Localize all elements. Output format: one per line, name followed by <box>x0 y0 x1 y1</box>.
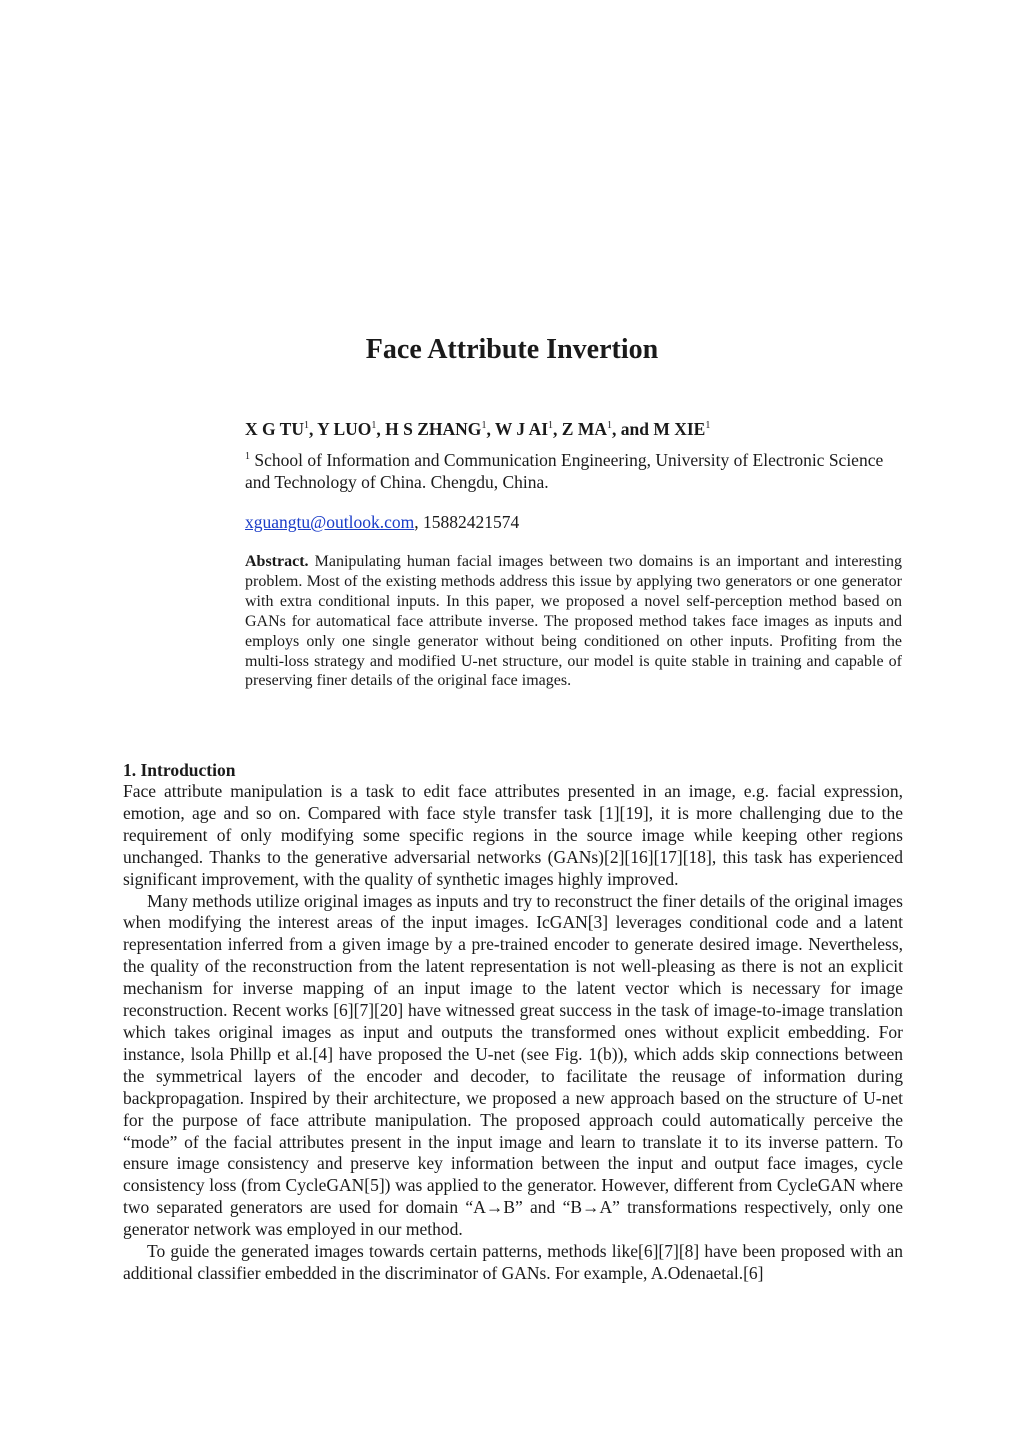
paper-title: Face Attribute Invertion <box>365 334 659 365</box>
author-name: M XIE <box>653 419 706 439</box>
author-list <box>245 414 905 441</box>
author-separator: , <box>376 419 386 439</box>
affiliation-mark: 1 <box>371 420 377 431</box>
author-name: H S ZHANG <box>385 419 482 439</box>
section-heading-introduction: 1. Introduction <box>123 760 236 780</box>
abstract <box>245 552 902 691</box>
author-name: W J AI <box>494 419 549 439</box>
author-name: Y LUO <box>317 419 372 439</box>
abstract-label: Abstract. <box>245 553 309 570</box>
contact-info: xguangtu@outlook.com, 15882421574 <box>245 512 520 532</box>
affiliation-mark: 1 <box>245 451 250 462</box>
abstract-text: Manipulating human facial images between two domains is an important and interesting problem. Most of the existing methods address this issue by applying two generators or one generator with extra conditional inputs. In this paper, we proposed a novel self-perception method based on GANs for automatical face attribute inverse. The proposed method takes face images as inputs and employs only one single generator without being conditioned on other inputs. Profiting from the multi-loss strategy and modified U-net structure, our model is quite stable in training and capable of preserving finer details of the original face images. <box>245 553 903 690</box>
affiliation <box>245 446 905 493</box>
body-paragraph: Many methods utilize original images as inputs and try to reconstruct the finer details of the original images when modifying the interest areas of the input images. IcGAN[3] leverages conditional code and a latent representation inferred from a given image by a pre-trained encoder to generate desired image. Nevertheless, the quality of the reconstruction from the latent representation is not well-pleasing as there is not an explicit mechanism for inverse mapping of an input image to the latent vector which is necessary for image reconstruction. Recent works [6][7][20] have witnessed great success in the task of image-to-image translation which takes original images as input and outputs the transformed ones without explicit embedding. For instance, lsola Phillp et al.[4] have proposed the U-net (see Fig. 1(b)), which adds skip connections between the symmetrical layers of the encoder and decoder, to facilitate the reusage of information during backpropagation. Inspired by their architecture, we proposed a new approach based on the structure of U-net for the purpose of face attribute manipulation. The proposed approach could automatically perceive the “mode” of the facial attributes present in the input image and learn to translate it to its inverse pattern. To ensure image consistency and preserve key information between the input and output face images, cycle consistency loss (from CycleGAN[5]) was applied to the generator. However, different from CycleGAN where two separated generators are used for domain “A→B” and “B→A” transformations respectively, only one generator network was employed in our method. <box>123 890 903 1240</box>
author-name: X G TU <box>245 419 304 439</box>
author-separator: , and <box>612 419 654 439</box>
email-link[interactable]: xguangtu@outlook.com <box>245 512 415 532</box>
author-separator: , <box>553 419 562 439</box>
introduction-body <box>123 781 903 1285</box>
affiliation-mark: 1 <box>705 420 711 431</box>
affiliation-mark: 1 <box>304 420 309 431</box>
affiliation-text: School of Information and Communication Engineering, University of Electronic Science and Technology of China. Chengdu, China. <box>245 450 884 492</box>
phone-number: 15882421574 <box>422 512 520 532</box>
affiliation-mark: 1 <box>548 420 554 431</box>
affiliation-mark: 1 <box>607 420 612 431</box>
body-paragraph: To guide the generated images towards certain patterns, methods like[6][7][8] have been proposed with an additional classifier embedded in the discriminator of GANs. For example, A.Odenaetal.[6] <box>123 1241 903 1283</box>
body-paragraph: Face attribute manipulation is a task to edit face attributes presented in an image, e.g. facial expression, emotion, age and so on. Compared with face style transfer task [1][19], it is more challenging due to the requirement of only modifying some specific regions in the source image while keeping other regions unchanged. Thanks to the generative adversarial networks (GANs)[2][16][17][18], this task has experienced significant improvement, with the quality of synthetic images highly improved. <box>123 781 903 889</box>
author-separator: , <box>309 419 318 439</box>
author-separator: , <box>486 419 495 439</box>
author-name: Z MA <box>561 419 607 439</box>
affiliation-mark: 1 <box>481 420 487 431</box>
